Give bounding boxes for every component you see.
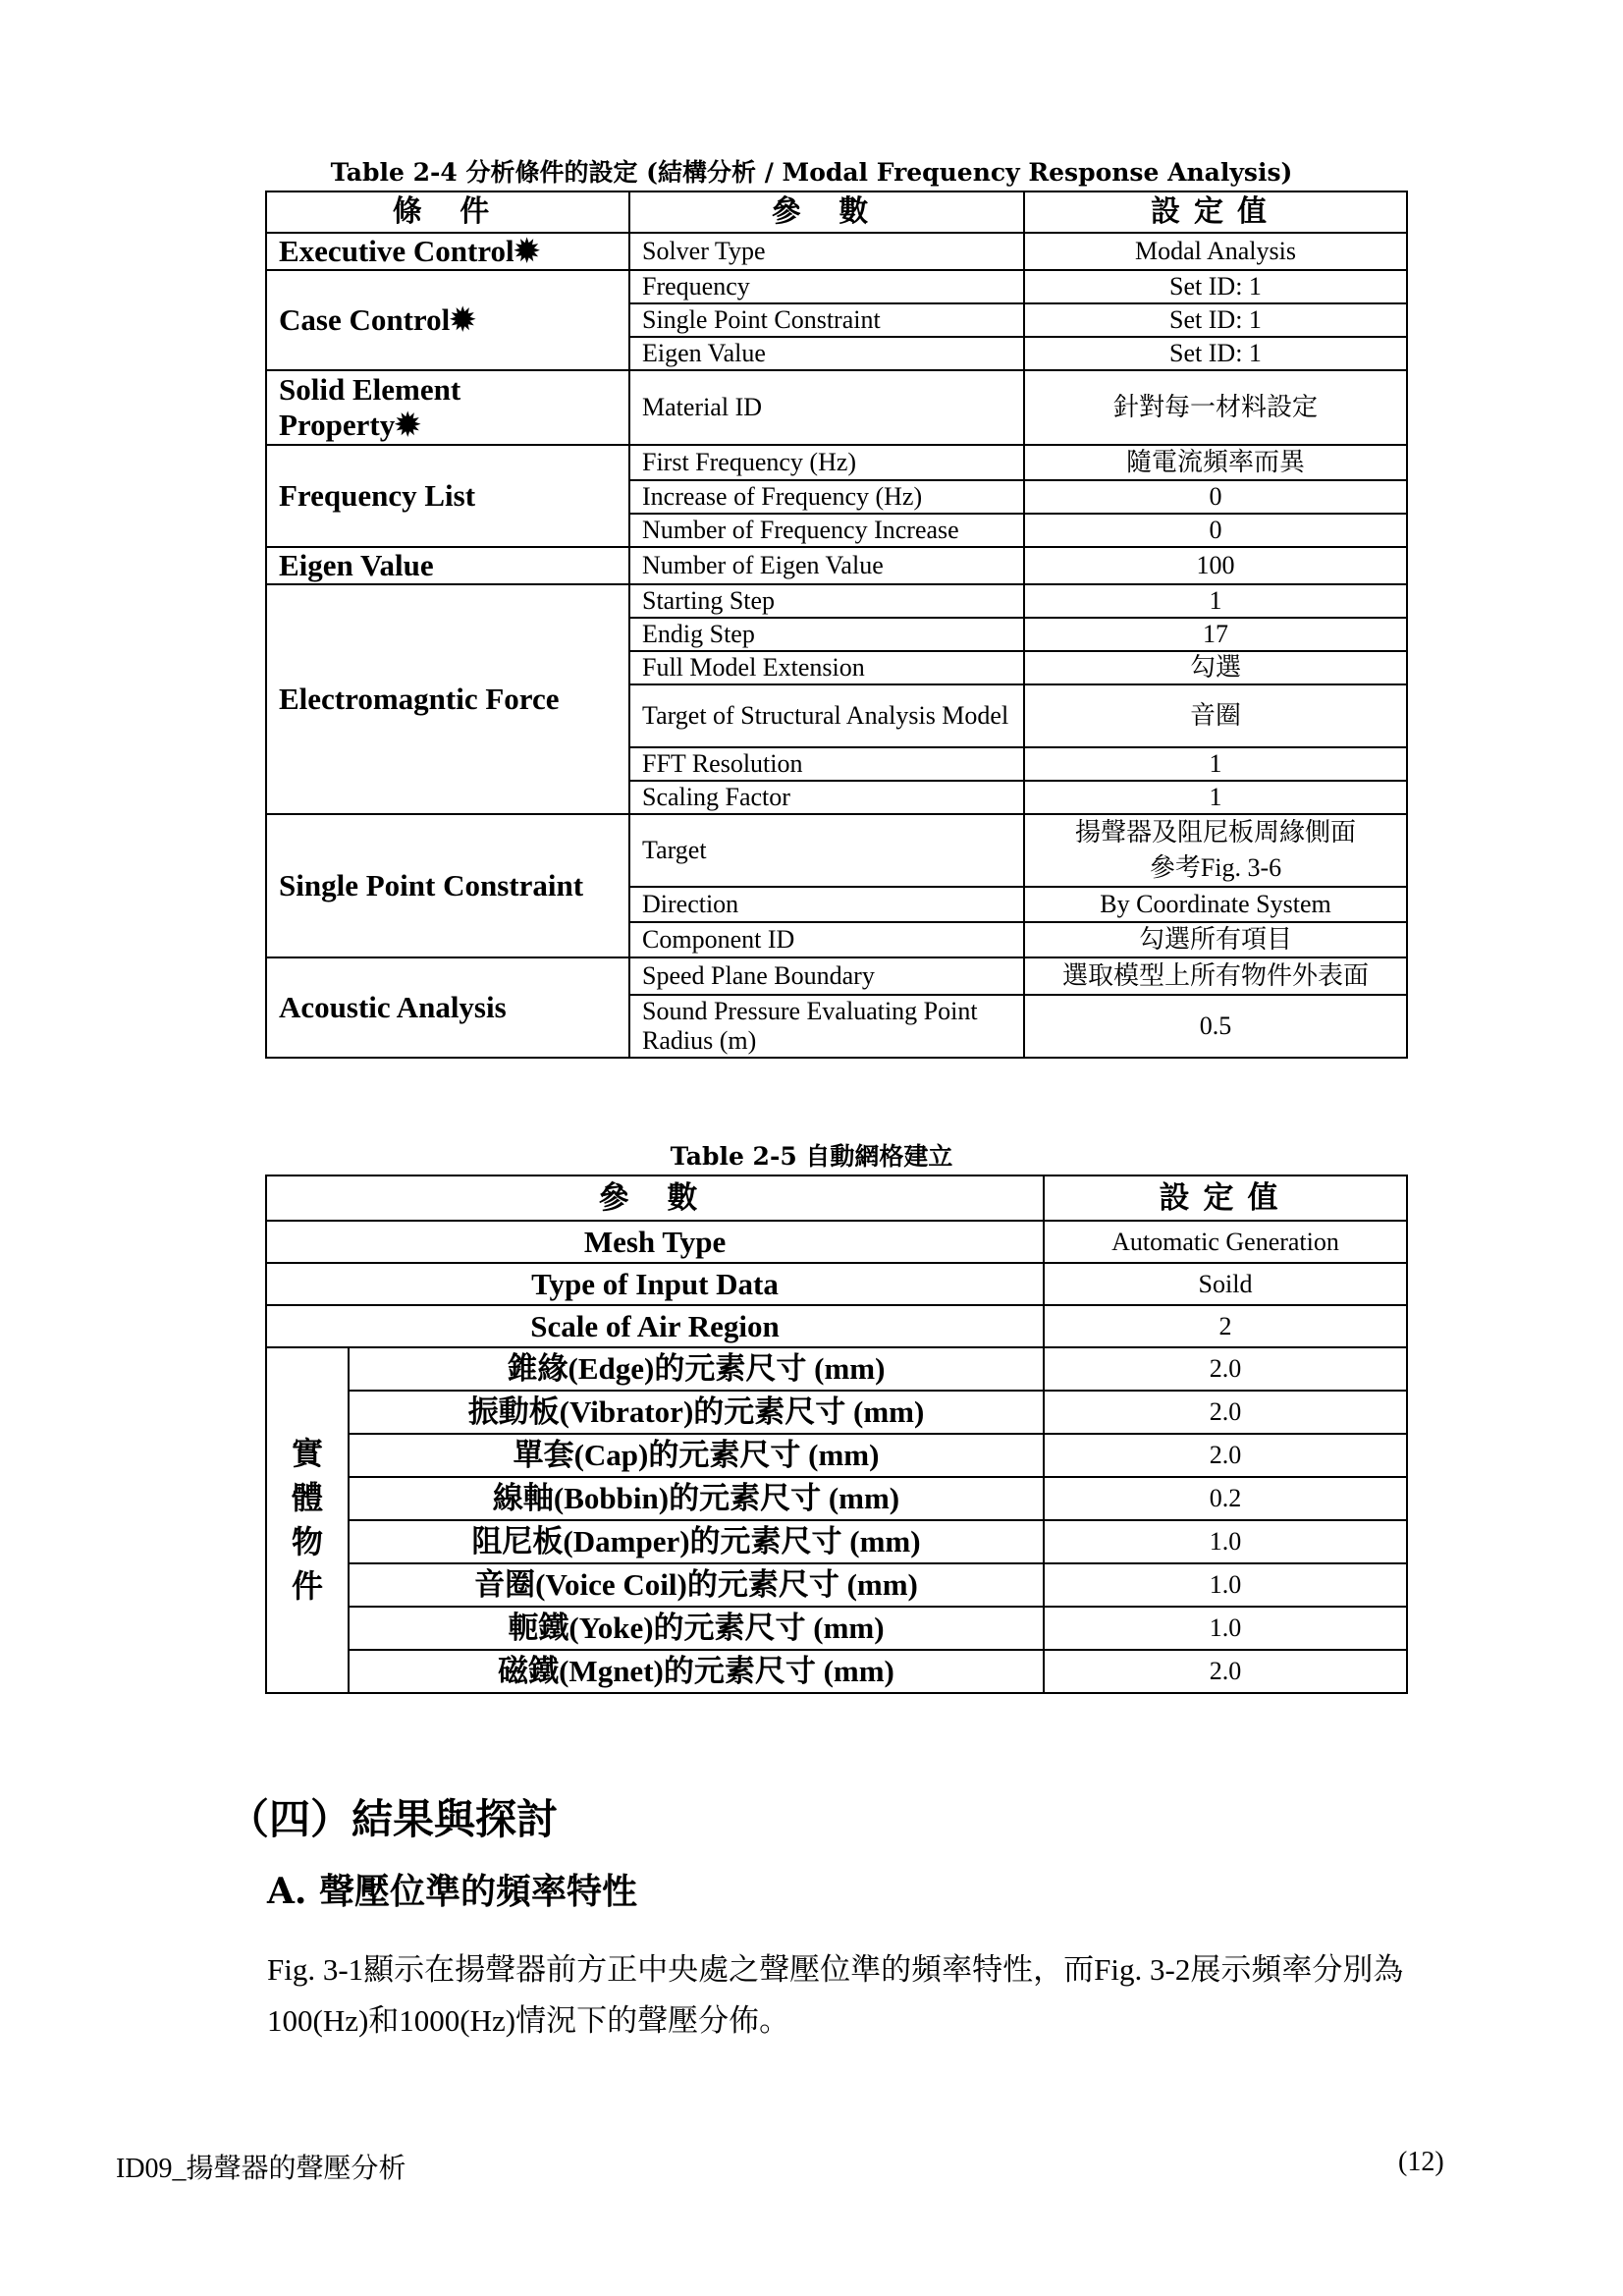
value-cell: 0.5: [1024, 995, 1407, 1058]
value-cell: 1: [1024, 747, 1407, 781]
value-cell: Soild: [1044, 1263, 1407, 1305]
footer-page-number: (12): [1398, 2147, 1444, 2177]
param-cell: Single Point Constraint: [629, 303, 1024, 337]
section-title: （四）結果與探討: [228, 1795, 559, 1843]
category-single-point-constraint: Single Point Constraint: [266, 814, 629, 957]
header-parameter: 參 數: [266, 1175, 1044, 1221]
param-cell: Solver Type: [629, 233, 1024, 270]
param-cell: Material ID: [629, 370, 1024, 445]
param-cell: Direction: [629, 887, 1024, 922]
param-cell: Target of Structural Analysis Model: [629, 684, 1024, 747]
value-cell: 2.0: [1044, 1391, 1407, 1434]
param-cell: Starting Step: [629, 584, 1024, 618]
table-row: [266, 584, 1407, 618]
auto-mesh-table: [265, 1175, 1408, 1694]
param-cell: FFT Resolution: [629, 747, 1024, 781]
param-cell: Component ID: [629, 922, 1024, 957]
solid-objects-group-label: [266, 1347, 349, 1693]
category-eigen-value: Eigen Value: [266, 547, 629, 584]
table-2-5-caption: Table 2-5 自動網格建立: [670, 1142, 953, 1171]
footer-document-title: ID09_揚聲器的聲壓分析: [116, 2154, 406, 2184]
value-cell: 100: [1024, 547, 1407, 584]
param-cell: Scaling Factor: [629, 781, 1024, 814]
table-2-4-caption: Table 2-4 分析條件的設定 (結構分析 / Modal Frequency Response Analysis): [330, 158, 1293, 187]
value-cell: 勾選所有項目: [1024, 922, 1407, 957]
table-row: [266, 1221, 1407, 1263]
table-row: [266, 270, 1407, 303]
param-cell: Number of Frequency Increase: [629, 514, 1024, 547]
input-data-type-label: Type of Input Data: [266, 1263, 1044, 1305]
param-cell: Sound Pressure Evaluating Point Radius (m): [629, 995, 1024, 1058]
table-header-row: [266, 1175, 1407, 1221]
table-row: [266, 1347, 1407, 1391]
value-cell: 1.0: [1044, 1607, 1407, 1650]
param-cell: Frequency: [629, 270, 1024, 303]
category-label-line: Solid Element: [279, 372, 461, 407]
category-case-control: Case Control✹: [266, 270, 629, 370]
element-size-label: 磁鐵(Mgnet)的元素尺寸 (mm): [349, 1650, 1044, 1693]
table-row: [266, 233, 1407, 270]
air-region-scale-label: Scale of Air Region: [266, 1305, 1044, 1347]
value-cell: 2.0: [1044, 1434, 1407, 1477]
mesh-type-label: Mesh Type: [266, 1221, 1044, 1263]
value-cell: 勾選: [1024, 651, 1407, 684]
value-cell: Automatic Generation: [1044, 1221, 1407, 1263]
table-row: [266, 1520, 1407, 1563]
param-cell: Target: [629, 814, 1024, 887]
subsection-title: A. 聲壓位準的頻率特性: [267, 1871, 637, 1912]
table-header-row: [266, 191, 1407, 233]
value-cell: 針對每一材料設定: [1024, 370, 1407, 445]
value-line: 揚聲器及阻尼板周緣側面: [1074, 818, 1356, 847]
table-row: [266, 1305, 1407, 1347]
param-cell: Endig Step: [629, 618, 1024, 651]
element-size-label: 單套(Cap)的元素尺寸 (mm): [349, 1434, 1044, 1477]
value-cell: [1024, 814, 1407, 887]
element-size-label: 線軸(Bobbin)的元素尺寸 (mm): [349, 1477, 1044, 1520]
value-cell: Set ID: 1: [1024, 337, 1407, 370]
table-row: [266, 1391, 1407, 1434]
header-setting-value: 設定值: [1044, 1175, 1407, 1221]
header-parameter: 參 數: [629, 191, 1024, 233]
category-executive-control: Executive Control✹: [266, 233, 629, 270]
table-row: [266, 1477, 1407, 1520]
value-cell: 2: [1044, 1305, 1407, 1347]
header-setting-value: 設定值: [1024, 191, 1407, 233]
element-size-label: 振動板(Vibrator)的元素尺寸 (mm): [349, 1391, 1044, 1434]
value-cell: 17: [1024, 618, 1407, 651]
value-cell: 2.0: [1044, 1650, 1407, 1693]
table-row: [266, 957, 1407, 995]
element-size-label: 軛鐵(Yoke)的元素尺寸 (mm): [349, 1607, 1044, 1650]
param-cell: Number of Eigen Value: [629, 547, 1024, 584]
value-cell: Modal Analysis: [1024, 233, 1407, 270]
value-cell: Set ID: 1: [1024, 270, 1407, 303]
table-row: [266, 1263, 1407, 1305]
category-solid-element-property: [266, 370, 629, 445]
table-row: [266, 445, 1407, 480]
table-row: [266, 370, 1407, 445]
value-cell: 1.0: [1044, 1520, 1407, 1563]
param-cell: Eigen Value: [629, 337, 1024, 370]
table-row: [266, 1650, 1407, 1693]
param-cell: Full Model Extension: [629, 651, 1024, 684]
value-cell: Set ID: 1: [1024, 303, 1407, 337]
value-cell: 0: [1024, 480, 1407, 514]
value-cell: 1: [1024, 584, 1407, 618]
value-cell: 音圈: [1024, 684, 1407, 747]
value-cell: 2.0: [1044, 1347, 1407, 1391]
category-acoustic-analysis: Acoustic Analysis: [266, 957, 629, 1058]
param-cell: First Frequency (Hz): [629, 445, 1024, 480]
table-row: [266, 1563, 1407, 1607]
value-cell: 0.2: [1044, 1477, 1407, 1520]
analysis-settings-table: [265, 191, 1408, 1059]
value-cell: 0: [1024, 514, 1407, 547]
value-cell: 1.0: [1044, 1563, 1407, 1607]
element-size-label: 音圈(Voice Coil)的元素尺寸 (mm): [349, 1563, 1044, 1607]
table-row: [266, 1607, 1407, 1650]
table-row: [266, 814, 1407, 887]
param-cell: Increase of Frequency (Hz): [629, 480, 1024, 514]
value-cell: By Coordinate System: [1024, 887, 1407, 922]
value-cell: 選取模型上所有物件外表面: [1024, 957, 1407, 995]
table-row: [266, 1434, 1407, 1477]
value-cell: 隨電流頻率而異: [1024, 445, 1407, 480]
value-line: 參考Fig. 3-6: [1149, 853, 1282, 882]
element-size-label: 錐緣(Edge)的元素尺寸 (mm): [349, 1347, 1044, 1391]
body-paragraph: Fig. 3-1顯示在揚聲器前方正中央處之聲壓位準的頻率特性，而Fig. 3-2展示頻率分別為100(Hz)和1000(Hz)情況下的聲壓分佈。: [267, 1952, 1404, 2038]
category-electromagnetic-force: Electromagntic Force: [266, 584, 629, 814]
category-frequency-list: Frequency List: [266, 445, 629, 547]
param-cell: Speed Plane Boundary: [629, 957, 1024, 995]
vertical-text: 實體物件: [291, 1435, 323, 1605]
header-condition: 條 件: [266, 191, 629, 233]
category-label-line: Property✹: [279, 408, 421, 442]
element-size-label: 阻尼板(Damper)的元素尺寸 (mm): [349, 1520, 1044, 1563]
value-cell: 1: [1024, 781, 1407, 814]
table-row: [266, 547, 1407, 584]
